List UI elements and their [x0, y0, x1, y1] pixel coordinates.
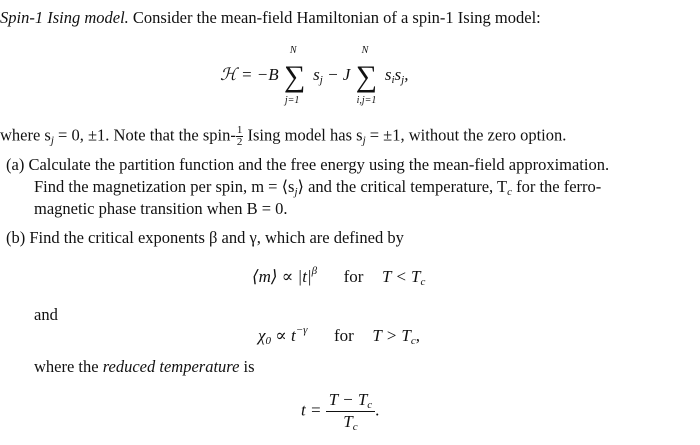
equation-chi: $\chi_0 \propto t^{-\gamma}$ for $T > T_c$,: [258, 324, 421, 347]
intro-line: [0, 8, 541, 28]
hamiltonian-lhs: ℋ = −B: [220, 64, 279, 84]
one-half-fraction: $\frac{1}{2}$: [236, 124, 243, 148]
equation-t: t = $\frac{T - T_c}{T_c}$ .: [301, 390, 380, 433]
and-text: and: [34, 305, 58, 324]
sum-symbol-1: ∑ N j=1: [283, 45, 306, 106]
part-b-line-1: (b) Find the critical exponents β and γ, which are defined by: [6, 228, 404, 247]
equation-m: ⟨m⟩ ∝ $|t|^\beta$ for $T < T_c$: [252, 265, 426, 288]
t-fraction: $\frac{T - T_c}{T_c}$: [326, 390, 375, 433]
term2: s: [384, 64, 392, 84]
term2-sub-i: i: [391, 73, 395, 86]
sum-symbol-2: ∑ N i,j=1: [355, 45, 377, 106]
sum1-upper: N: [289, 45, 297, 56]
term2-s: s: [394, 64, 402, 84]
part-a-line-1: (a) Calculate the partition function and the free energy using the mean-field approximation.: [6, 155, 610, 174]
term1-sub: j: [319, 73, 323, 86]
term1: s: [313, 64, 320, 84]
sum2-lower: i,j=1: [356, 95, 377, 106]
minus-j: − J: [327, 64, 351, 84]
intro-text: Consider the mean-field Hamiltonian of a spin-1 Ising model:: [128, 8, 541, 27]
where-reduced-line: where the reduced temperature is: [34, 357, 255, 376]
sum2-upper: N: [361, 45, 369, 56]
sum1-lower: j=1: [284, 95, 300, 106]
where-line: where $s_j = 0$, ±1. Note that the spin- $\frac{1}{2}$ Ising model has $s_j = \pm 1$, without the zero option.: [0, 124, 567, 148]
part-a-line-2: Find the magnetization per spin, $m = ⟨s_j⟩$ and the critical temperature, $T_c$ for the ferro-: [34, 177, 602, 198]
term2-sub-j: j: [401, 73, 405, 86]
hamiltonian-equation: [220, 45, 409, 106]
term2-comma: ,: [404, 64, 409, 84]
intro-title: Spin-1 Ising model.: [0, 8, 129, 27]
part-a-line-3: magnetic phase transition when B = 0.: [34, 199, 288, 218]
